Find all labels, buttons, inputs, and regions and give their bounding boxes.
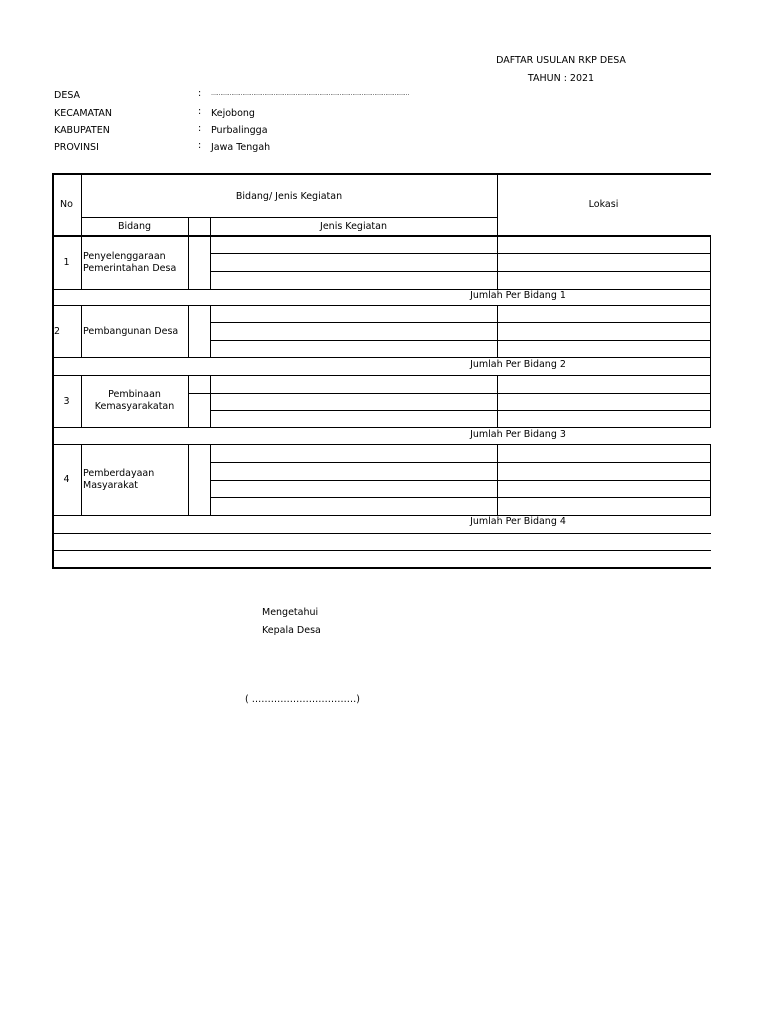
group-1-no: 1 bbox=[63, 257, 70, 268]
group-2-bidang: Pembangunan Desa bbox=[83, 325, 179, 337]
group-4-subtotal: Jumlah Per Bidang 4 bbox=[470, 516, 566, 527]
col-header-lokasi: Lokasi bbox=[588, 199, 619, 210]
info-colon: : bbox=[198, 140, 202, 151]
info-value-provinsi: Jawa Tengah bbox=[211, 142, 271, 153]
info-label-desa: DESA bbox=[54, 90, 81, 101]
document-title: DAFTAR USULAN RKP DESA bbox=[496, 55, 626, 66]
col-header-bidang-jenis: Bidang/ Jenis Kegiatan bbox=[235, 190, 343, 202]
group-4-no: 4 bbox=[63, 474, 70, 485]
col-header-bidang: Bidang bbox=[117, 221, 152, 232]
signature-mengetahui: Mengetahui bbox=[262, 607, 319, 618]
group-1-subtotal: Jumlah Per Bidang 1 bbox=[470, 290, 566, 301]
info-colon: : bbox=[198, 88, 202, 99]
group-2-subtotal: Jumlah Per Bidang 2 bbox=[470, 359, 566, 370]
info-colon: : bbox=[198, 106, 202, 117]
col-header-no: No bbox=[60, 199, 73, 210]
group-4-bidang: Pemberdayaan Masyarakat bbox=[83, 467, 155, 491]
info-label-kabupaten: KABUPATEN bbox=[54, 125, 110, 136]
info-value-kecamatan: Kejobong bbox=[211, 108, 255, 119]
signature-role: Kepala Desa bbox=[262, 625, 321, 636]
group-3-no: 3 bbox=[63, 395, 70, 407]
info-value-desa: ……………………………………………………………………………………………… bbox=[211, 90, 409, 97]
group-2-no: 2 bbox=[54, 325, 61, 337]
col-header-jenis: Jenis Kegiatan bbox=[320, 221, 387, 232]
document-year: TAHUN : 2021 bbox=[527, 73, 595, 84]
info-label-provinsi: PROVINSI bbox=[54, 142, 99, 153]
signature-name-placeholder: ( ……………………………) bbox=[245, 694, 360, 705]
group-3-bidang: Pembinaan Kemasyarakatan bbox=[94, 389, 175, 412]
group-1-bidang: Penyelenggaraan Pemerintahan Desa bbox=[83, 250, 177, 274]
group-3-subtotal: Jumlah Per Bidang 3 bbox=[470, 429, 566, 440]
info-colon: : bbox=[198, 123, 202, 134]
info-value-kabupaten: Purbalingga bbox=[211, 125, 268, 136]
info-label-kecamatan: KECAMATAN bbox=[54, 108, 112, 119]
